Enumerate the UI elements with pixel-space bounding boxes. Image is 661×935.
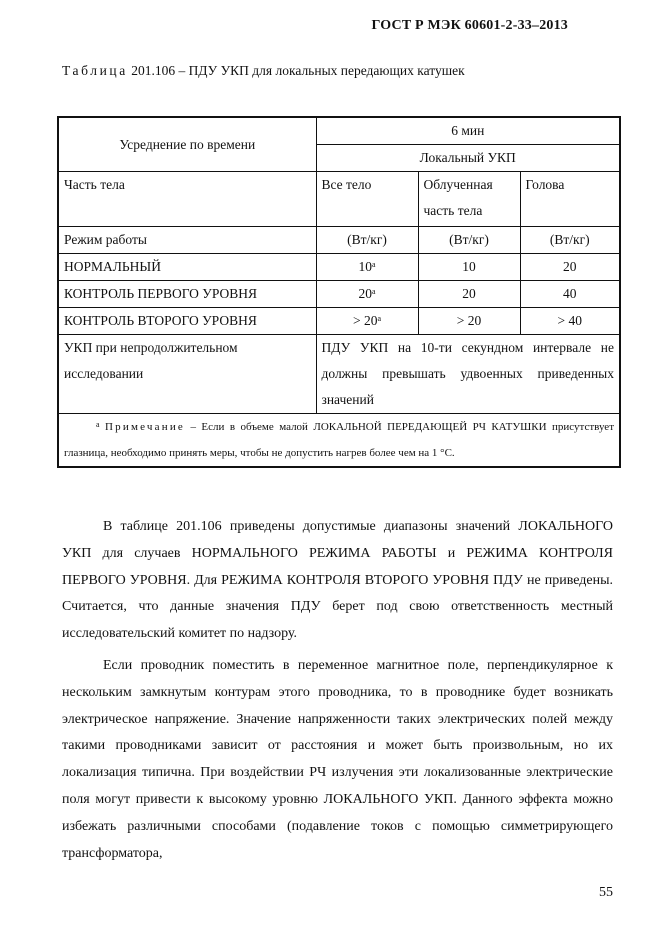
mode-second-level: КОНТРОЛЬ ВТОРОГО УРОВНЯ: [58, 308, 316, 335]
value-cell: [316, 254, 418, 281]
value-cell: 20: [418, 281, 520, 308]
table-note: [58, 414, 620, 468]
sar-type: Локальный УКП: [316, 145, 620, 172]
body-part-exposed: Облученная часть тела: [418, 172, 520, 227]
value-cell: [316, 308, 418, 335]
unit-cell: (Вт/кг): [520, 227, 620, 254]
value-text: 20: [358, 286, 372, 301]
averaging-value: 6 мин: [316, 117, 620, 145]
table-caption-text: 201.106 – ПДУ УКП для локальных передающих катушек: [127, 63, 465, 78]
short-term-label: УКП при непродолжительном исследовании: [58, 335, 316, 414]
paragraph: Если проводник поместить в переменное магнитное поле, перпендикулярное к нескольким замкнутым контурам этого проводника, то в проводнике будет возникать электрическое напряжение. Значение напряженности таких электрических полей между такими проводниками зависит от расстояния и может быть произвольным, но их локализация типична. При воздействии РЧ излучения эти локализованные электрические поля могут привести к высокому уровню ЛОКАЛЬНОГО УКП. Данного эффекта можно избежать различными способами (подавление токов с помощью симметрирующего трансформатора,: [62, 657, 613, 861]
value-text: > 20: [352, 313, 378, 328]
value-cell: 10: [418, 254, 520, 281]
table-row: [58, 172, 620, 227]
footnote-mark: а: [96, 420, 100, 429]
note-text: – Если в объеме малой ЛОКАЛЬНОЙ ПЕРЕДАЮЩЕЙ РЧ КАТУШКИ присутствует глазница, необходимо принять меры, чтобы не допустить нагрев более чем на 1 °С.: [64, 421, 614, 459]
value-cell: 20: [520, 254, 620, 281]
table-row: [58, 254, 620, 281]
mode-normal: НОРМАЛЬНЫЙ: [58, 254, 316, 281]
document-id: ГОСТ Р МЭК 60601-2-33–2013: [371, 18, 568, 33]
table-caption-label: Таблица: [62, 63, 128, 78]
body-text: [62, 514, 613, 867]
page-number: 55: [599, 885, 613, 900]
body-part-head: Голова: [520, 172, 620, 227]
footnote-mark: а: [371, 287, 376, 296]
table-row: [58, 308, 620, 335]
unit-cell: (Вт/кг): [418, 227, 520, 254]
value-text: 10: [358, 259, 372, 274]
mode-label: Режим работы: [58, 227, 316, 254]
footnote-mark: а: [371, 260, 376, 269]
value-cell: [316, 281, 418, 308]
note-label: Примечание: [105, 421, 186, 433]
table-row: [58, 117, 620, 145]
averaging-label: Усреднение по времени: [58, 117, 316, 172]
paragraph: В таблице 201.106 приведены допустимые диапазоны значений ЛОКАЛЬНОГО УКП для случаев НОРМАЛЬНОГО РЕЖИМА РАБОТЫ и РЕЖИМА КОНТРОЛЯ ПЕРВОГО УРОВНЯ. Для РЕЖИМА КОНТРОЛЯ ВТОРОГО УРОВНЯ ПДУ не приведены. Считается, что данные значения ПДУ берет под свою ответственность местный исследовательский комитет по надзору.: [62, 519, 613, 642]
table-caption: [62, 63, 465, 79]
sar-limits-table: [57, 116, 621, 468]
unit-cell: (Вт/кг): [316, 227, 418, 254]
table-row: [58, 414, 620, 468]
mode-first-level: КОНТРОЛЬ ПЕРВОГО УРОВНЯ: [58, 281, 316, 308]
value-cell: > 40: [520, 308, 620, 335]
footnote-mark: а: [377, 314, 382, 323]
table-row: [58, 227, 620, 254]
body-part-label: Часть тела: [58, 172, 316, 227]
short-term-value: ПДУ УКП на 10-ти секундном интервале не должны превышать удвоенных приведенных значений: [316, 335, 620, 414]
table-row: [58, 281, 620, 308]
table-row: [58, 335, 620, 414]
value-cell: > 20: [418, 308, 520, 335]
body-part-whole: Все тело: [316, 172, 418, 227]
value-cell: 40: [520, 281, 620, 308]
